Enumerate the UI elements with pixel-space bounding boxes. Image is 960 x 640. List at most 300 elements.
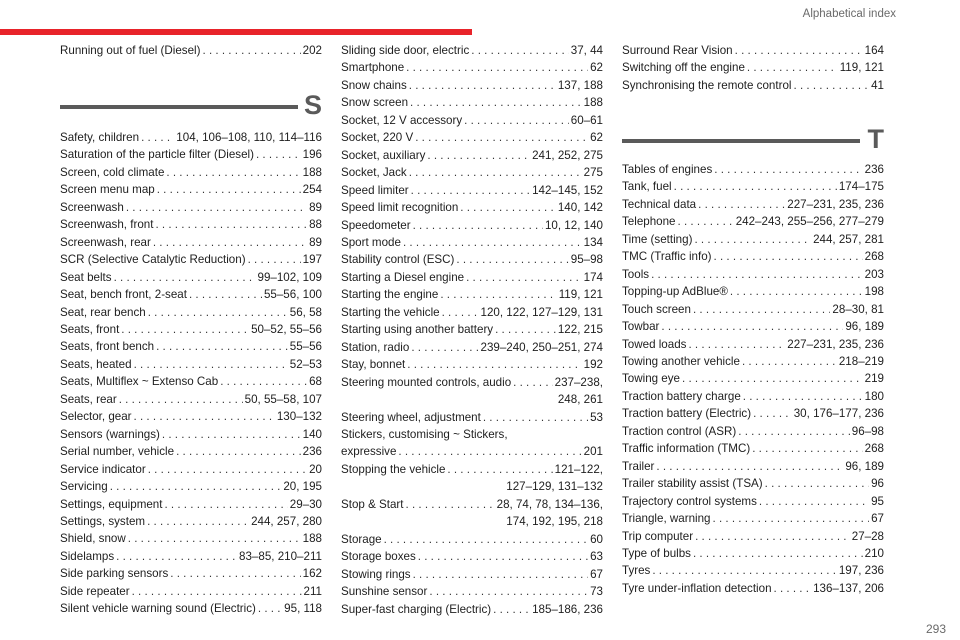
index-term: Sunshine sensor [341, 585, 428, 599]
index-term: Smartphone [341, 61, 405, 75]
page-refs: 29–30 [289, 497, 322, 511]
index-entry [341, 443, 603, 460]
index-entry [622, 42, 884, 59]
index-entry [341, 426, 603, 443]
index-entry [60, 286, 322, 303]
index-entry [622, 440, 884, 457]
index-entry [622, 423, 884, 440]
dot-leader [656, 458, 843, 475]
index-term: Type of bulbs [622, 546, 691, 560]
page-refs: 130–132 [276, 410, 322, 424]
index-term: Trip computer [622, 529, 694, 543]
dot-leader [128, 530, 301, 547]
index-entry [60, 356, 322, 373]
index-entry [341, 531, 603, 548]
index-term: Side parking sensors [60, 567, 169, 581]
page-refs: 67 [590, 567, 603, 581]
dot-leader [694, 231, 811, 248]
section-rule [622, 139, 860, 143]
index-entry [622, 510, 884, 527]
index-term: Screenwash [60, 200, 124, 214]
index-entry [622, 283, 884, 300]
page-refs: 196 [302, 148, 322, 162]
page-refs: 28, 74, 78, 134–136, [496, 497, 603, 511]
index-entry [622, 458, 884, 475]
section-header-t [622, 126, 884, 166]
index-term: Speedometer [341, 218, 411, 232]
page-refs-continued: 127–129, 131–132 [506, 480, 603, 494]
index-term: Starting using another battery [341, 323, 494, 337]
index-term: Tyres [622, 564, 651, 578]
index-entry [622, 77, 884, 94]
index-term: Settings, system [60, 514, 146, 528]
index-list-s-cont [341, 42, 603, 618]
page-refs: 60 [590, 532, 603, 546]
index-list-t [622, 161, 884, 597]
page-refs: 10, 12, 140 [544, 218, 603, 232]
index-term: Traction battery charge [622, 389, 741, 403]
index-term: Towing another vehicle [622, 354, 740, 368]
dot-leader [403, 234, 582, 251]
page-refs: 96 [871, 477, 884, 491]
dot-leader [464, 112, 569, 129]
index-entry [341, 321, 603, 338]
index-term: Surround Rear Vision [622, 44, 733, 57]
page-refs: 236 [302, 445, 322, 459]
index-term: Service indicator [60, 462, 146, 476]
index-entry [622, 353, 884, 370]
index-entry [60, 513, 322, 530]
index-term: Screen menu map [60, 183, 155, 197]
index-entry [60, 600, 322, 617]
index-entry [60, 426, 322, 443]
index-term: Speed limit recognition [341, 201, 459, 215]
dot-leader [407, 356, 581, 373]
index-term: Towed loads [622, 337, 687, 351]
page-refs: 52–53 [289, 357, 322, 371]
index-entry [622, 231, 884, 248]
index-entry [341, 461, 603, 478]
dot-leader [651, 266, 863, 283]
index-term: Seats, rear [60, 392, 117, 406]
dot-leader [742, 353, 837, 370]
index-entry [60, 234, 322, 251]
index-term: Stowing rings [341, 567, 411, 581]
index-term: Sliding side door, electric [341, 44, 470, 57]
dot-leader [162, 426, 301, 443]
dot-leader [513, 374, 552, 391]
index-term: Settings, equipment [60, 497, 163, 511]
index-term: Saturation of the particle filter (Diesel) [60, 148, 254, 162]
page-refs: 227–231, 235, 236 [787, 337, 884, 351]
dot-leader [116, 548, 237, 565]
dot-leader [427, 147, 530, 164]
index-entry [60, 583, 322, 600]
page-refs: 244, 257, 280 [251, 514, 322, 528]
dot-leader [398, 443, 581, 460]
index-term: Touch screen [622, 302, 691, 316]
page-refs: 41 [871, 78, 884, 92]
index-term: Starting a Diesel engine [341, 270, 465, 284]
index-term: Time (setting) [622, 232, 693, 246]
dot-leader [440, 286, 556, 303]
page-refs: 174–175 [838, 180, 884, 194]
page-refs: 241, 252, 275 [532, 148, 603, 162]
dot-leader [141, 129, 174, 146]
page-refs: 198 [864, 285, 884, 299]
page-refs: 140, 142 [557, 201, 603, 215]
dot-leader [678, 213, 734, 230]
index-entry [60, 321, 322, 338]
index-entry [60, 164, 322, 181]
dot-leader [774, 580, 812, 597]
index-entry [622, 562, 884, 579]
index-entry [622, 196, 884, 213]
dot-leader [413, 566, 588, 583]
index-term: Towing eye [622, 372, 681, 386]
index-term: Steering mounted controls, audio [341, 375, 512, 389]
dot-leader [132, 583, 302, 600]
dot-leader [203, 42, 301, 59]
dot-leader [256, 146, 301, 163]
dot-leader [189, 286, 262, 303]
accent-bar [0, 29, 472, 35]
page-refs: 236 [864, 163, 884, 176]
dot-leader [466, 269, 582, 286]
index-term: Tools [622, 267, 650, 281]
dot-leader [126, 199, 307, 216]
dot-leader [493, 601, 530, 618]
index-entry [60, 42, 322, 59]
index-entry [622, 266, 884, 283]
page-refs: 20, 195 [283, 480, 322, 494]
dot-leader [447, 461, 552, 478]
index-term: Station, radio [341, 340, 410, 354]
page-refs: 55–56, 100 [263, 288, 322, 302]
page-refs: 89 [309, 200, 322, 214]
index-entry [341, 374, 603, 391]
index-term: Stay, bonnet [341, 358, 406, 372]
dot-leader [164, 496, 287, 513]
index-entry [622, 213, 884, 230]
index-entry [60, 338, 322, 355]
page-refs: 37, 44 [570, 44, 603, 57]
page-refs: 239–240, 250–251, 274 [480, 340, 603, 354]
page-refs: 96, 189 [845, 320, 884, 334]
index-term: Shield, snow [60, 532, 126, 546]
index-entry [341, 548, 603, 565]
dot-leader [409, 164, 582, 181]
dot-leader [752, 440, 862, 457]
index-entry [341, 583, 603, 600]
index-entry [341, 339, 603, 356]
index-entry [60, 181, 322, 198]
index-term: Traction control (ASR) [622, 424, 737, 438]
index-entry [60, 548, 322, 565]
index-entry [60, 565, 322, 582]
index-term: Super-fast charging (Electric) [341, 602, 492, 616]
index-term: Snow chains [341, 78, 407, 92]
page-refs: 50–52, 55–56 [251, 322, 322, 336]
index-entry [622, 493, 884, 510]
dot-leader [765, 475, 869, 492]
dot-leader [119, 391, 243, 408]
dot-leader [674, 178, 837, 195]
page-refs: 95 [871, 494, 884, 508]
index-entry [60, 146, 322, 163]
page-refs: 242–243, 255–256, 277–279 [735, 215, 884, 229]
page-refs: 83–85, 210–211 [239, 549, 322, 563]
index-term: Seat, rear bench [60, 305, 146, 319]
dot-leader [730, 283, 863, 300]
page-refs: 227–231, 235, 236 [787, 197, 884, 211]
dot-leader [166, 164, 300, 181]
index-entry [60, 216, 322, 233]
page-refs: 268 [864, 250, 884, 264]
page-refs: 95, 118 [284, 602, 322, 616]
page-refs: 137, 188 [557, 78, 603, 92]
page-refs: 96–98 [851, 424, 884, 438]
index-term: Silent vehicle warning sound (Electric) [60, 602, 256, 616]
page-refs: 162 [302, 567, 322, 581]
index-entry [60, 478, 322, 495]
index-entry [60, 199, 322, 216]
index-entry [60, 496, 322, 513]
index-term: Technical data [622, 197, 697, 211]
index-entry [341, 42, 603, 59]
dot-leader [415, 129, 588, 146]
index-term: Speed limiter [341, 183, 409, 197]
index-entry [60, 269, 322, 286]
dot-leader [661, 318, 843, 335]
dot-leader [693, 301, 830, 318]
index-entry [622, 388, 884, 405]
index-term: Snow screen [341, 96, 409, 110]
page-refs: 254 [302, 183, 322, 197]
page-refs: 56, 58 [289, 305, 322, 319]
index-term: Socket, 220 V [341, 131, 414, 145]
index-entry [622, 545, 884, 562]
index-entry [341, 112, 603, 129]
dot-leader [688, 336, 785, 353]
index-entry [60, 408, 322, 425]
dot-leader [409, 77, 556, 94]
dot-leader [693, 545, 863, 562]
index-entry [341, 164, 603, 181]
index-term: Running out of fuel (Diesel) [60, 44, 201, 57]
index-term: Starting the vehicle [341, 305, 440, 319]
index-term: Seat belts [60, 270, 112, 284]
page-refs: 62 [590, 61, 603, 75]
page-refs: 218–219 [838, 354, 884, 368]
index-term: Tank, fuel [622, 180, 672, 194]
dot-leader [753, 405, 792, 422]
index-term: Telephone [622, 215, 676, 229]
page-refs: 50, 55–58, 107 [244, 392, 322, 406]
page-refs: 210 [864, 546, 884, 560]
index-list-s [60, 129, 322, 618]
index-entry [341, 496, 603, 513]
index-term: Switching off the engine [622, 61, 745, 75]
page-refs: 67 [871, 512, 884, 526]
index-term: Seats, Multiflex ~ Extenso Cab [60, 375, 219, 389]
index-term: Socket, Jack [341, 166, 407, 180]
index-term: Storage [341, 532, 382, 546]
dot-leader [735, 42, 863, 59]
index-term: Synchronising the remote control [622, 78, 792, 92]
index-entry [622, 475, 884, 492]
page-refs: 164 [864, 44, 884, 57]
page-refs: 20 [309, 462, 322, 476]
section-letter-t: T [867, 124, 884, 154]
dot-leader [114, 269, 256, 286]
dot-leader [176, 443, 301, 460]
page-refs: 136–137, 206 [813, 581, 884, 595]
page-refs-continued: 248, 261 [557, 393, 603, 407]
page-refs: 89 [309, 235, 322, 249]
page-refs: 275 [583, 166, 603, 180]
page-refs: 88 [309, 218, 322, 232]
index-term: Screen, cold climate [60, 165, 165, 179]
page-refs: 192 [583, 358, 603, 372]
page-refs: 119, 121 [558, 288, 603, 302]
index-term: Trailer [622, 459, 655, 473]
page-refs: 188 [583, 96, 603, 110]
index-term: Seats, front bench [60, 340, 155, 354]
dot-leader [134, 356, 288, 373]
index-term: Seats, heated [60, 357, 132, 371]
page-refs: 219 [864, 372, 884, 386]
index-entry [341, 286, 603, 303]
dot-leader [413, 217, 543, 234]
page-refs: 120, 122, 127–129, 131 [480, 305, 603, 319]
page-refs: 180 [864, 389, 884, 403]
dot-leader [258, 600, 282, 617]
index-term: Trailer stability assist (TSA) [622, 477, 763, 491]
page-refs-continued: 174, 192, 195, 218 [506, 515, 603, 529]
index-term: Tyre under-inflation detection [622, 581, 772, 595]
section-rule [60, 105, 298, 109]
index-entry [60, 251, 322, 268]
index-entry [341, 409, 603, 426]
dot-leader [157, 181, 301, 198]
dot-leader [495, 321, 556, 338]
page-refs: 197, 236 [838, 564, 884, 578]
section-header-s [60, 92, 322, 132]
index-term: Stop & Start [341, 497, 404, 511]
dot-leader [698, 196, 785, 213]
index-term: Stability control (ESC) [341, 253, 455, 267]
page-refs: 174 [583, 270, 603, 284]
index-entry [60, 304, 322, 321]
index-term: Triangle, warning [622, 512, 711, 526]
dot-leader [759, 493, 869, 510]
index-entry [60, 461, 322, 478]
index-term: TMC (Traffic info) [622, 250, 712, 264]
index-list-r [60, 42, 322, 59]
index-term: Traffic information (TMC) [622, 442, 751, 456]
index-term: Towbar [622, 320, 660, 334]
dot-leader [406, 496, 495, 513]
index-entry [341, 182, 603, 199]
index-term: Side repeater [60, 584, 130, 598]
page-refs: 197 [302, 253, 322, 267]
index-entry [341, 199, 603, 216]
index-term: Trajectory control systems [622, 494, 757, 508]
index-term: expressive [341, 445, 397, 459]
page-refs: 185–186, 236 [532, 602, 603, 616]
index-term: SCR (Selective Catalytic Reduction) [60, 253, 246, 267]
index-entry [341, 77, 603, 94]
dot-leader [248, 251, 301, 268]
page-refs: 188 [302, 165, 322, 179]
index-entry [341, 566, 603, 583]
index-term: Starting the engine [341, 288, 439, 302]
index-entry [622, 59, 884, 76]
page-header-title: Alphabetical index [802, 8, 896, 20]
index-term: Seats, front [60, 322, 120, 336]
index-entry [341, 251, 603, 268]
dot-leader [418, 548, 588, 565]
index-term: Sport mode [341, 235, 401, 249]
dot-leader [384, 531, 588, 548]
index-entry [341, 304, 603, 321]
section-letter-s: S [303, 90, 322, 120]
page-refs: 68 [309, 375, 322, 389]
index-entry [341, 601, 603, 618]
index-entry [622, 178, 884, 195]
page-refs: 63 [590, 550, 603, 564]
index-term: Seat, bench front, 2-seat [60, 288, 187, 302]
dot-leader [148, 461, 307, 478]
index-term: Steering wheel, adjustment [341, 410, 481, 424]
dot-leader [682, 370, 863, 387]
index-term: Safety, children [60, 131, 140, 144]
dot-leader [747, 59, 838, 76]
dot-leader [170, 565, 300, 582]
page-refs: 53 [590, 410, 603, 424]
index-entry [341, 269, 603, 286]
page-refs: 211 [303, 584, 322, 598]
page-refs: 203 [864, 267, 884, 281]
page-refs: 202 [302, 44, 322, 57]
dot-leader [695, 528, 850, 545]
index-entry [60, 443, 322, 460]
dot-leader [743, 388, 863, 405]
dot-leader [406, 59, 588, 76]
index-term: Serial number, vehicle [60, 445, 175, 459]
index-entry [622, 336, 884, 353]
page-refs: 99–102, 109 [257, 270, 322, 284]
page-refs: 95–98 [570, 253, 603, 267]
index-term: Tables of engines [622, 163, 713, 176]
dot-leader [738, 423, 849, 440]
dot-leader [147, 513, 249, 530]
page-refs: 188 [302, 532, 322, 546]
dot-leader [460, 199, 556, 216]
dot-leader [156, 338, 288, 355]
page-refs: 104, 106–108, 110, 114–116 [176, 131, 322, 144]
page-refs: 121–122, [554, 462, 603, 476]
index-entry [622, 528, 884, 545]
index-entry [341, 234, 603, 251]
dot-leader [134, 408, 275, 425]
index-entry [341, 59, 603, 76]
index-entry [341, 147, 603, 164]
page-refs: 122, 215 [557, 323, 603, 337]
dot-leader [442, 304, 479, 321]
dot-leader [153, 234, 307, 251]
